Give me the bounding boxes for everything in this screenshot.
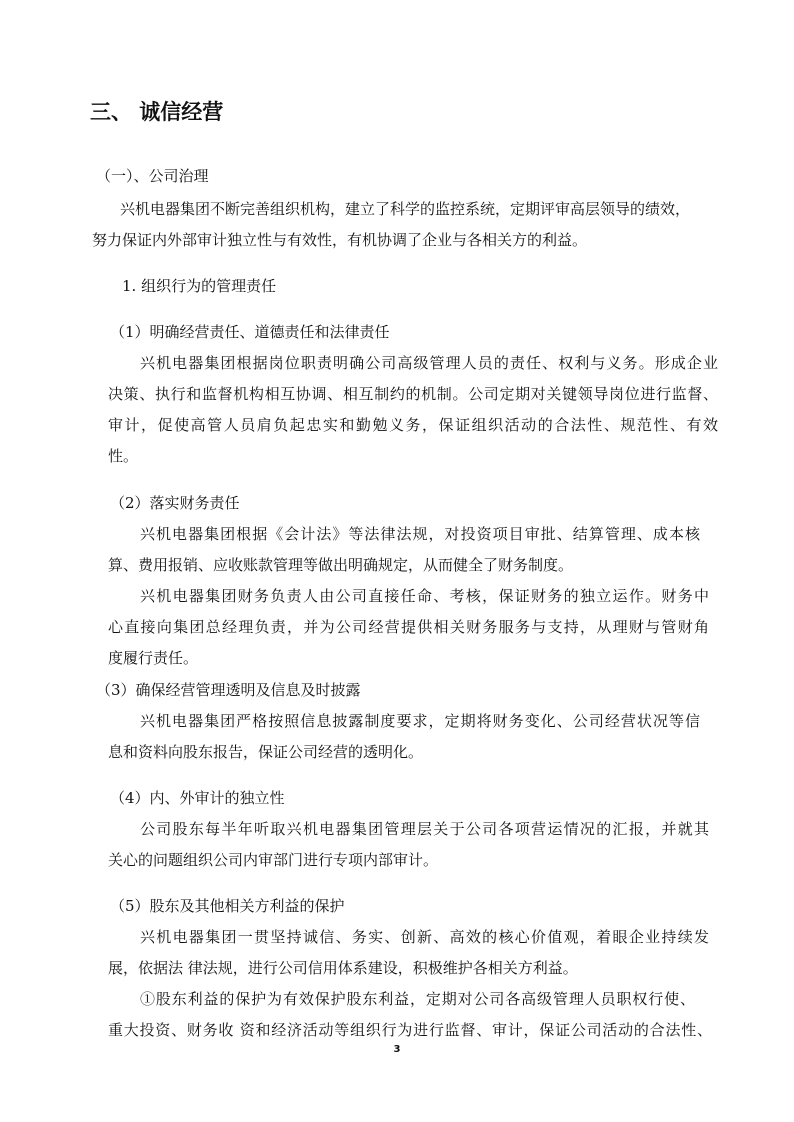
paragraph-line: 算、费用报销、应收账款管理等做出明确规定，从而健全了财务制度。 xyxy=(108,556,574,574)
paragraph-line: 性。 xyxy=(108,447,139,465)
paragraph-line: 度履行责任。 xyxy=(108,649,199,667)
item-heading: （4）内、外审计的独立性 xyxy=(110,789,285,807)
paragraph-line: 兴机电器集团一贯坚持诚信、务实、创新、高效的核心价值观，着眼企业持续发 xyxy=(140,928,709,946)
paragraph-line: 努力保证内外部审计独立性与有效性，有机协调了企业与各相关方的利益。 xyxy=(92,231,588,249)
item-heading: （1）明确经营责任、道德责任和法律责任 xyxy=(110,323,390,341)
paragraph-line: 心直接向集团总经理负责，并为公司经营提供相关财务服务与支持，从理财与管财角 xyxy=(108,618,709,636)
subsection-heading: 1. 组织行为的管理责任 xyxy=(122,277,277,295)
paragraph-line: 兴机电器集团根据《会计法》等法律法规，对投资项目审批、结算管理、成本核 xyxy=(140,525,700,543)
paragraph-line: 兴机电器集团财务负责人由公司直接任命、考核，保证财务的独立运作。财务中 xyxy=(140,587,709,605)
paragraph-line: 重大投资、财务收 资和经济活动等组织行为进行监督、审计，保证公司活动的合法性、 xyxy=(108,1021,712,1039)
paragraph-line: 展，依据法 律法规，进行公司信用体系建设，积极维护各相关方利益。 xyxy=(108,959,578,977)
paragraph-line: 关心的问题组织公司内审部门进行专项内部审计。 xyxy=(108,851,439,869)
item-heading: （5）股东及其他相关方利益的保护 xyxy=(110,897,345,915)
item-heading: （3）确保经营管理透明及信息及时披露 xyxy=(96,681,361,699)
item-heading: （2）落实财务责任 xyxy=(110,494,240,512)
paragraph-line: 兴机电器集团根据岗位职责明确公司高级管理人员的责任、权利与义务。形成企业 xyxy=(140,354,718,372)
paragraph-line: 公司股东每半年听取兴机电器集团管理层关于公司各项营运情况的汇报，并就其 xyxy=(140,820,709,838)
paragraph-line: 息和资料向股东报告，保证公司经营的透明化。 xyxy=(108,743,424,761)
paragraph-line: 决策、执行和监督机构相互协调、相互制约的机制。公司定期对关键领导岗位进行监督、 xyxy=(108,385,718,403)
paragraph-line: 兴机电器集团不断完善组织机构，建立了科学的监控系统，定期评审高层领导的绩效， xyxy=(120,200,691,218)
page-title: 三、 诚信经营 xyxy=(90,100,224,124)
paragraph-line: ①股东利益的保护为有效保护股东利益，定期对公司各高级管理人员职权行使、 xyxy=(140,990,695,1008)
page-number: 3 xyxy=(393,1044,401,1055)
paragraph-line: 审计，促使高管人员肩负起忠实和勤勉义务，保证组织活动的合法性、规范性、有效 xyxy=(108,416,718,434)
section-heading: （一）、公司治理 xyxy=(96,167,209,185)
paragraph-line: 兴机电器集团严格按照信息披露制度要求，定期将财务变化、公司经营状况等信 xyxy=(140,712,700,730)
